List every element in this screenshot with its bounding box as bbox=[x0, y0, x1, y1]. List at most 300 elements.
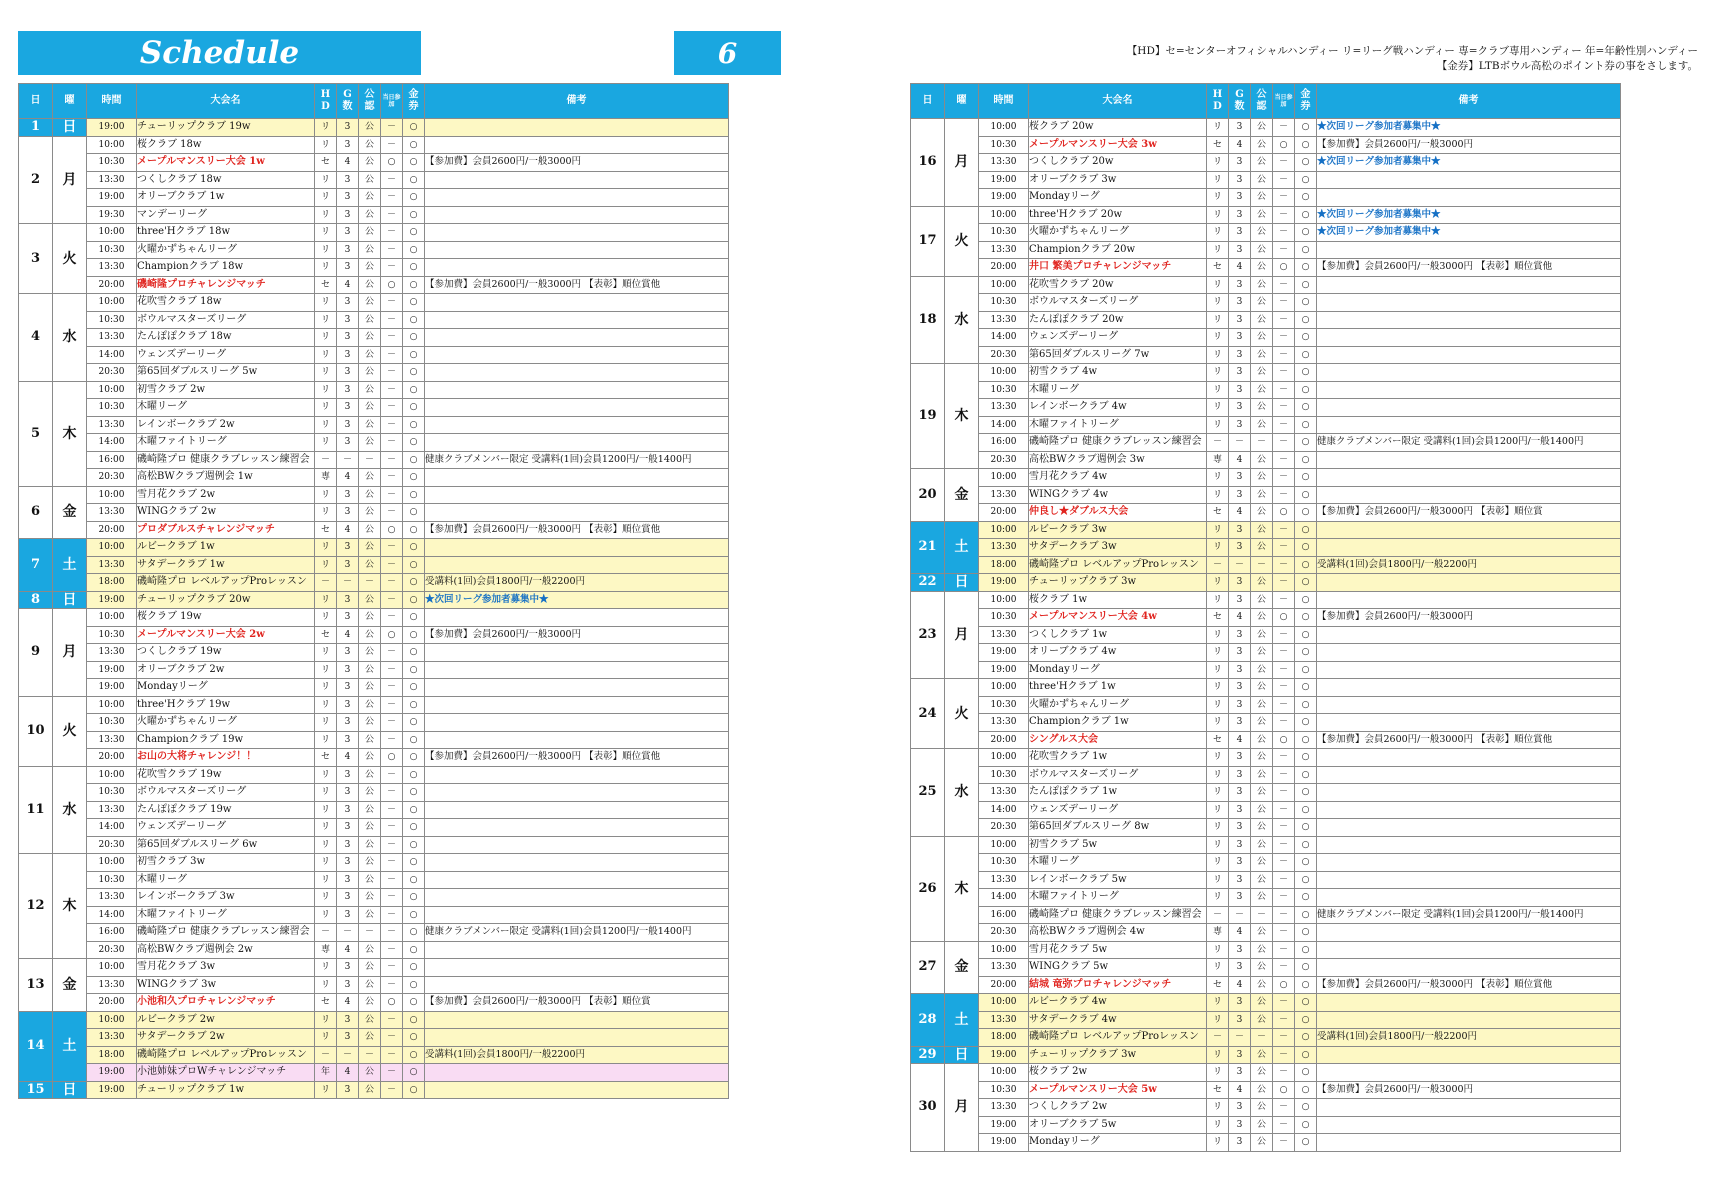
time-cell bbox=[979, 486, 1029, 504]
event-name-text: サタデークラブ 2w bbox=[137, 1031, 225, 1043]
time-cell bbox=[979, 1064, 1029, 1082]
games-cell-text: 3 bbox=[344, 734, 351, 745]
handicap-cell-text: － bbox=[1212, 437, 1222, 448]
handicap-cell-text: リ bbox=[1212, 752, 1222, 763]
event-name bbox=[1029, 224, 1207, 242]
note-cell bbox=[1317, 784, 1621, 802]
certified-cell bbox=[359, 486, 381, 504]
handicap-cell-text: リ bbox=[320, 437, 330, 448]
handicap-cell-text: リ bbox=[320, 384, 330, 395]
handicap-cell bbox=[315, 206, 337, 224]
event-name bbox=[137, 171, 315, 189]
event-name bbox=[137, 854, 315, 872]
time-cell-text: 16:00 bbox=[98, 454, 125, 465]
voucher-cell bbox=[1295, 171, 1317, 189]
event-name bbox=[137, 224, 315, 242]
event-name bbox=[137, 766, 315, 784]
same-day-cell bbox=[381, 451, 403, 469]
note-cell bbox=[425, 626, 729, 644]
games-cell bbox=[1229, 609, 1251, 627]
certified-cell-text: 公 bbox=[1256, 262, 1266, 273]
event-name-text: チューリップクラブ 3w bbox=[1029, 576, 1137, 588]
same-day-cell-text: － bbox=[1278, 1049, 1288, 1060]
table-row bbox=[19, 784, 729, 802]
handicap-cell-text: セ bbox=[1212, 1084, 1222, 1095]
games-cell-text: 3 bbox=[344, 139, 351, 150]
event-name-text: チューリップクラブ 1w bbox=[137, 1083, 245, 1095]
handicap-cell bbox=[315, 819, 337, 837]
games-cell-text: 3 bbox=[1236, 384, 1243, 395]
certified-cell-text: 公 bbox=[364, 174, 374, 185]
time-cell-text: 10:00 bbox=[98, 769, 125, 780]
time-cell bbox=[979, 539, 1029, 557]
same-day-cell bbox=[381, 801, 403, 819]
event-name-text: ボウルマスターズリーグ bbox=[1029, 296, 1139, 308]
event-name-text: 初雪クラブ 5w bbox=[1029, 838, 1098, 850]
same-day-cell-text: － bbox=[1278, 454, 1288, 465]
handicap-cell bbox=[1207, 854, 1229, 872]
games-cell bbox=[1229, 416, 1251, 434]
same-day-cell bbox=[1273, 399, 1295, 417]
note-cell bbox=[1317, 644, 1621, 662]
games-cell bbox=[1229, 294, 1251, 312]
same-day-cell bbox=[1273, 994, 1295, 1012]
voucher-cell bbox=[1295, 801, 1317, 819]
same-day-cell bbox=[1273, 329, 1295, 347]
table-row bbox=[19, 661, 729, 679]
time-cell-text: 13:30 bbox=[990, 314, 1017, 325]
time-cell-text: 20:30 bbox=[98, 839, 125, 850]
voucher-cell-text: ○ bbox=[409, 577, 418, 588]
table-row bbox=[19, 206, 729, 224]
voucher-cell bbox=[403, 574, 425, 592]
time-cell-text: 10:30 bbox=[98, 629, 125, 640]
same-day-cell-text: － bbox=[386, 822, 396, 833]
same-day-cell-text: － bbox=[386, 489, 396, 500]
voucher-cell-text: ○ bbox=[1301, 682, 1310, 693]
voucher-cell-text: ○ bbox=[409, 822, 418, 833]
event-name bbox=[1029, 609, 1207, 627]
time-cell bbox=[87, 154, 137, 172]
same-day-cell bbox=[381, 434, 403, 452]
handicap-cell bbox=[1207, 294, 1229, 312]
column-header-time: 時間 bbox=[979, 84, 1029, 119]
certified-cell-text: 公 bbox=[1256, 997, 1266, 1008]
event-name-text: 木曜ファイトリーグ bbox=[1029, 891, 1119, 903]
voucher-cell-text: ○ bbox=[1301, 209, 1310, 220]
event-name-text: 磯崎隆プロ 健康クラブレッスン練習会 bbox=[137, 453, 310, 465]
games-cell-text: 3 bbox=[344, 857, 351, 868]
time-cell-text: 19:00 bbox=[990, 664, 1017, 675]
event-name-text: 木曜リーグ bbox=[137, 873, 187, 885]
same-day-cell bbox=[381, 556, 403, 574]
voucher-cell bbox=[1295, 626, 1317, 644]
event-name-text: 小池和久プロチャレンジマッチ bbox=[137, 996, 276, 1008]
same-day-cell-text: － bbox=[1278, 384, 1288, 395]
handicap-cell-text: リ bbox=[1212, 577, 1222, 588]
certified-cell-text: 公 bbox=[1256, 489, 1266, 500]
event-name-text: 磯崎隆プロ レベルアップProレッスン bbox=[1029, 558, 1199, 570]
certified-cell-text: 公 bbox=[364, 1084, 374, 1095]
event-name-text: 桜クラブ 20w bbox=[1029, 121, 1094, 133]
games-cell bbox=[1229, 381, 1251, 399]
time-cell bbox=[87, 556, 137, 574]
games-cell-text: 3 bbox=[1236, 297, 1243, 308]
games-cell bbox=[1229, 871, 1251, 889]
voucher-cell bbox=[1295, 766, 1317, 784]
handicap-cell bbox=[1207, 871, 1229, 889]
handicap-cell bbox=[315, 521, 337, 539]
time-cell bbox=[979, 731, 1029, 749]
certified-cell-text: 公 bbox=[364, 909, 374, 920]
time-cell-text: 16:00 bbox=[98, 927, 125, 938]
handicap-cell bbox=[315, 574, 337, 592]
same-day-cell bbox=[381, 119, 403, 137]
same-day-cell bbox=[1273, 731, 1295, 749]
voucher-cell-text: ○ bbox=[409, 1067, 418, 1078]
event-name-text: WINGクラブ 5w bbox=[1029, 961, 1109, 973]
time-cell bbox=[979, 206, 1029, 224]
voucher-cell bbox=[1295, 119, 1317, 137]
games-cell bbox=[1229, 906, 1251, 924]
voucher-cell-text: ○ bbox=[1301, 612, 1310, 623]
note-cell bbox=[425, 941, 729, 959]
event-name bbox=[137, 871, 315, 889]
same-day-cell bbox=[381, 276, 403, 294]
certified-cell-text: 公 bbox=[1256, 594, 1266, 605]
games-cell bbox=[337, 661, 359, 679]
games-cell bbox=[1229, 591, 1251, 609]
voucher-cell-text: ○ bbox=[1301, 367, 1310, 378]
certified-cell bbox=[1251, 1046, 1273, 1064]
handicap-cell bbox=[1207, 521, 1229, 539]
time-cell bbox=[87, 451, 137, 469]
games-cell bbox=[1229, 1046, 1251, 1064]
certified-cell bbox=[359, 521, 381, 539]
event-name bbox=[1029, 171, 1207, 189]
voucher-cell bbox=[1295, 889, 1317, 907]
note-cell bbox=[1317, 329, 1621, 347]
time-cell bbox=[979, 766, 1029, 784]
voucher-cell-text: ○ bbox=[1301, 1084, 1310, 1095]
games-cell-text: 3 bbox=[1236, 769, 1243, 780]
event-name bbox=[137, 1081, 315, 1099]
column-header-g: G 数 bbox=[337, 84, 359, 119]
time-cell bbox=[87, 766, 137, 784]
voucher-cell-text: ○ bbox=[1301, 857, 1310, 868]
games-cell-text: 3 bbox=[344, 682, 351, 693]
games-cell-text: 3 bbox=[1236, 1014, 1243, 1025]
handicap-cell bbox=[1207, 924, 1229, 942]
voucher-cell-text: ○ bbox=[409, 647, 418, 658]
event-name-text: Championクラブ 20w bbox=[1029, 243, 1136, 255]
voucher-cell bbox=[1295, 416, 1317, 434]
time-cell-text: 19:00 bbox=[98, 682, 125, 693]
games-cell-text: － bbox=[342, 1049, 352, 1060]
event-name bbox=[137, 311, 315, 329]
time-cell-text: 19:00 bbox=[98, 1084, 125, 1095]
same-day-cell bbox=[1273, 941, 1295, 959]
games-cell-text: 3 bbox=[344, 384, 351, 395]
note-cell bbox=[425, 766, 729, 784]
certified-cell bbox=[359, 451, 381, 469]
certified-cell bbox=[1251, 416, 1273, 434]
handicap-cell-text: リ bbox=[320, 1084, 330, 1095]
time-cell-text: 10:30 bbox=[990, 1084, 1017, 1095]
games-cell-text: 3 bbox=[1236, 174, 1243, 185]
time-cell bbox=[87, 399, 137, 417]
handicap-cell-text: － bbox=[1212, 1032, 1222, 1043]
certified-cell-text: 公 bbox=[364, 349, 374, 360]
event-name bbox=[1029, 871, 1207, 889]
table-row bbox=[19, 854, 729, 872]
games-cell bbox=[337, 819, 359, 837]
voucher-cell-text: ○ bbox=[1301, 804, 1310, 815]
games-cell bbox=[337, 416, 359, 434]
games-cell-text: 3 bbox=[344, 892, 351, 903]
games-cell-text: 3 bbox=[344, 664, 351, 675]
voucher-cell bbox=[1295, 259, 1317, 277]
time-cell-text: 10:30 bbox=[98, 244, 125, 255]
column-header-hd: H D bbox=[315, 84, 337, 119]
same-day-cell-text: － bbox=[386, 472, 396, 483]
same-day-cell bbox=[1273, 486, 1295, 504]
note-cell bbox=[1317, 924, 1621, 942]
handicap-cell-text: リ bbox=[1212, 384, 1222, 395]
same-day-cell bbox=[1273, 801, 1295, 819]
note-cell bbox=[1317, 609, 1621, 627]
handicap-cell-text: リ bbox=[320, 612, 330, 623]
certified-cell-text: 公 bbox=[364, 1032, 374, 1043]
time-cell-text: 13:30 bbox=[990, 542, 1017, 553]
event-name bbox=[137, 609, 315, 627]
note-cell bbox=[1317, 661, 1621, 679]
table-row bbox=[911, 224, 1621, 242]
time-cell bbox=[87, 1064, 137, 1082]
day-number: 3 bbox=[19, 224, 53, 294]
table-row bbox=[911, 381, 1621, 399]
event-name-text: 第65回ダブルスリーグ 7w bbox=[1029, 348, 1150, 360]
same-day-cell-text: － bbox=[386, 647, 396, 658]
event-name bbox=[137, 941, 315, 959]
certified-cell-text: 公 bbox=[1256, 209, 1266, 220]
note-cell bbox=[425, 836, 729, 854]
time-cell bbox=[87, 539, 137, 557]
games-cell bbox=[1229, 976, 1251, 994]
same-day-cell bbox=[381, 259, 403, 277]
event-name-text: three'Hクラブ 18w bbox=[137, 226, 231, 238]
games-cell-text: － bbox=[1234, 1032, 1244, 1043]
voucher-cell bbox=[1295, 784, 1317, 802]
games-cell bbox=[337, 329, 359, 347]
note-cell bbox=[425, 731, 729, 749]
time-cell bbox=[87, 574, 137, 592]
same-day-cell bbox=[381, 591, 403, 609]
note-cell bbox=[1317, 346, 1621, 364]
certified-cell bbox=[359, 574, 381, 592]
handicap-cell bbox=[315, 434, 337, 452]
time-cell-text: 10:00 bbox=[98, 1014, 125, 1025]
handicap-cell-text: リ bbox=[320, 314, 330, 325]
event-name-text: つくしクラブ 2w bbox=[1029, 1101, 1108, 1113]
event-name-text: ボウルマスターズリーグ bbox=[137, 786, 247, 798]
voucher-cell-text: ○ bbox=[409, 787, 418, 798]
weekday: 木 bbox=[53, 381, 87, 486]
event-name bbox=[1029, 1116, 1207, 1134]
same-day-cell bbox=[381, 976, 403, 994]
certified-cell bbox=[1251, 924, 1273, 942]
games-cell bbox=[337, 521, 359, 539]
handicap-cell-text: リ bbox=[320, 297, 330, 308]
event-name-text: 初雪クラブ 3w bbox=[137, 856, 206, 868]
event-name bbox=[1029, 959, 1207, 977]
time-cell bbox=[979, 189, 1029, 207]
note-cell bbox=[1317, 1011, 1621, 1029]
games-cell-text: 3 bbox=[344, 962, 351, 973]
handicap-cell-text: － bbox=[1212, 559, 1222, 570]
time-cell bbox=[87, 136, 137, 154]
games-cell bbox=[337, 1081, 359, 1099]
handicap-cell-text: リ bbox=[1212, 542, 1222, 553]
handicap-cell-text: リ bbox=[1212, 594, 1222, 605]
time-cell-text: 13:30 bbox=[990, 489, 1017, 500]
table-row bbox=[911, 276, 1621, 294]
voucher-cell bbox=[1295, 679, 1317, 697]
handicap-cell-text: リ bbox=[1212, 314, 1222, 325]
voucher-cell bbox=[403, 469, 425, 487]
event-name-text: オリーブクラブ 3w bbox=[1029, 173, 1117, 185]
games-cell-text: 4 bbox=[1236, 979, 1243, 990]
weekday: 日 bbox=[945, 1046, 979, 1064]
same-day-cell bbox=[1273, 416, 1295, 434]
note-cell bbox=[425, 399, 729, 417]
voucher-cell bbox=[1295, 206, 1317, 224]
games-cell bbox=[1229, 941, 1251, 959]
handicap-cell-text: リ bbox=[1212, 1049, 1222, 1060]
games-cell bbox=[337, 346, 359, 364]
handicap-cell-text: リ bbox=[1212, 629, 1222, 640]
certified-cell-text: － bbox=[1256, 1032, 1266, 1043]
note-cell bbox=[1317, 1134, 1621, 1152]
time-cell-text: 13:30 bbox=[98, 174, 125, 185]
same-day-cell bbox=[381, 574, 403, 592]
note-cell bbox=[1317, 276, 1621, 294]
handicap-cell-text: リ bbox=[320, 122, 330, 133]
time-cell-text: 10:30 bbox=[990, 612, 1017, 623]
voucher-cell-text: ○ bbox=[409, 262, 418, 273]
table-row bbox=[19, 539, 729, 557]
certified-cell bbox=[359, 836, 381, 854]
weekday: 木 bbox=[945, 364, 979, 469]
same-day-cell bbox=[381, 224, 403, 242]
games-cell-text: 3 bbox=[344, 314, 351, 325]
same-day-cell-text: － bbox=[1278, 192, 1288, 203]
handicap-cell-text: リ bbox=[320, 227, 330, 238]
voucher-cell bbox=[403, 399, 425, 417]
column-header-name: 大会名 bbox=[1029, 84, 1207, 119]
voucher-cell bbox=[403, 504, 425, 522]
event-name-text: 高松BWクラブ週例会 1w bbox=[137, 471, 253, 483]
time-cell-text: 14:00 bbox=[990, 804, 1017, 815]
event-name-text: 木曜リーグ bbox=[1029, 383, 1079, 395]
games-cell bbox=[1229, 1116, 1251, 1134]
certified-cell-text: 公 bbox=[364, 699, 374, 710]
event-name-text: 木曜ファイトリーグ bbox=[137, 436, 227, 448]
table-row bbox=[19, 364, 729, 382]
games-cell-text: 4 bbox=[344, 279, 351, 290]
time-cell-text: 20:30 bbox=[98, 367, 125, 378]
voucher-cell bbox=[403, 679, 425, 697]
event-name bbox=[1029, 311, 1207, 329]
certified-cell bbox=[1251, 539, 1273, 557]
time-cell bbox=[87, 259, 137, 277]
event-name bbox=[1029, 661, 1207, 679]
voucher-cell bbox=[1295, 1011, 1317, 1029]
games-cell-text: 3 bbox=[344, 699, 351, 710]
time-cell bbox=[87, 1011, 137, 1029]
table-row bbox=[19, 416, 729, 434]
time-cell-text: 10:30 bbox=[990, 857, 1017, 868]
handicap-cell bbox=[1207, 609, 1229, 627]
note-cell bbox=[425, 994, 729, 1012]
event-name bbox=[1029, 906, 1207, 924]
handicap-cell bbox=[315, 749, 337, 767]
certified-cell bbox=[359, 399, 381, 417]
time-cell bbox=[979, 854, 1029, 872]
handicap-cell-text: リ bbox=[320, 1032, 330, 1043]
table-row bbox=[19, 941, 729, 959]
same-day-cell-text: － bbox=[386, 804, 396, 815]
event-name bbox=[137, 1011, 315, 1029]
handicap-cell-text: リ bbox=[1212, 997, 1222, 1008]
event-name bbox=[137, 486, 315, 504]
voucher-cell bbox=[1295, 1081, 1317, 1099]
note-cell bbox=[1317, 714, 1621, 732]
voucher-cell-text: ○ bbox=[409, 384, 418, 395]
same-day-cell-text: － bbox=[386, 1014, 396, 1025]
time-cell-text: 13:30 bbox=[990, 402, 1017, 413]
time-cell-text: 10:30 bbox=[98, 874, 125, 885]
same-day-cell bbox=[381, 766, 403, 784]
column-header-dow: 曜 bbox=[945, 84, 979, 119]
certified-cell bbox=[359, 994, 381, 1012]
voucher-cell-text: ○ bbox=[1301, 489, 1310, 500]
time-cell-text: 13:30 bbox=[990, 157, 1017, 168]
table-row bbox=[19, 399, 729, 417]
handicap-cell bbox=[1207, 679, 1229, 697]
voucher-cell-text: ○ bbox=[1301, 874, 1310, 885]
certified-cell-text: 公 bbox=[364, 279, 374, 290]
voucher-cell-text: ○ bbox=[409, 244, 418, 255]
same-day-cell-text: ○ bbox=[387, 752, 396, 763]
same-day-cell bbox=[381, 381, 403, 399]
games-cell bbox=[1229, 854, 1251, 872]
time-cell bbox=[979, 819, 1029, 837]
event-name bbox=[137, 346, 315, 364]
certified-cell bbox=[1251, 644, 1273, 662]
table-row bbox=[19, 294, 729, 312]
voucher-cell bbox=[403, 311, 425, 329]
note-cell bbox=[425, 206, 729, 224]
table-row bbox=[911, 731, 1621, 749]
time-cell-text: 20:30 bbox=[990, 927, 1017, 938]
games-cell bbox=[337, 574, 359, 592]
voucher-cell bbox=[403, 1064, 425, 1082]
certified-cell-text: 公 bbox=[364, 332, 374, 343]
certified-cell-text: 公 bbox=[364, 839, 374, 850]
time-cell bbox=[87, 941, 137, 959]
handicap-cell-text: リ bbox=[320, 787, 330, 798]
